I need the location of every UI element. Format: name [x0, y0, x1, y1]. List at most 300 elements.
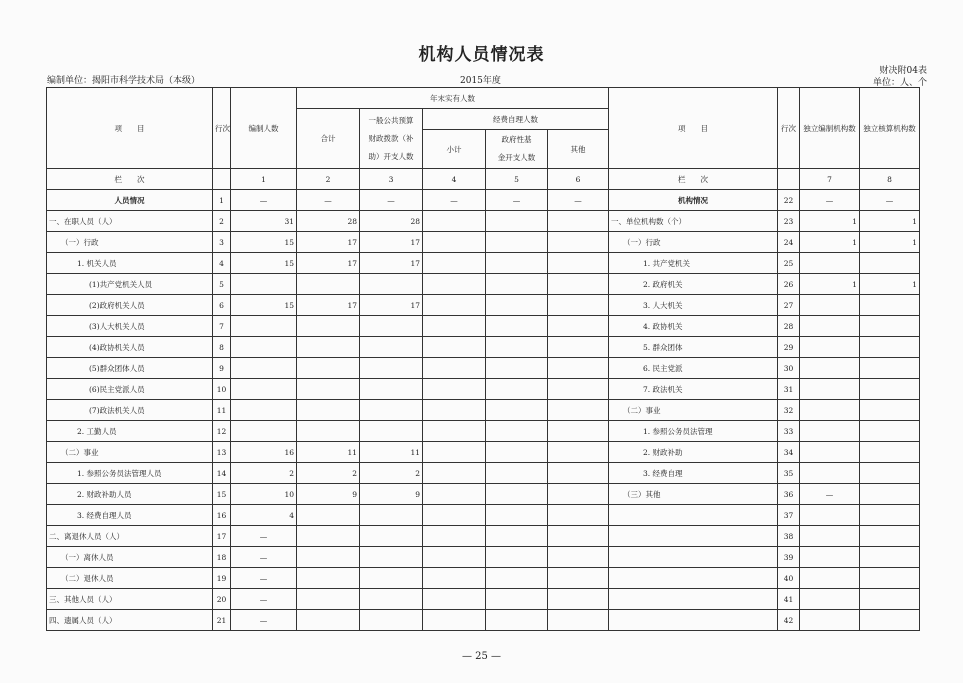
left-value-c3: 17 — [360, 295, 423, 316]
left-value-c1: — — [231, 589, 297, 610]
table-row — [47, 484, 920, 505]
left-value-c3 — [360, 526, 423, 547]
lan-ci-4: 4 — [423, 169, 486, 190]
right-value-c8 — [860, 295, 920, 316]
table-row — [47, 421, 920, 442]
right-value-c8 — [860, 568, 920, 589]
left-value-c3: 2 — [360, 463, 423, 484]
left-value-c4 — [423, 610, 486, 631]
right-row-no: 36 — [778, 484, 800, 505]
col-rowno-header: 行次 — [213, 88, 231, 169]
left-value-c2 — [297, 358, 360, 379]
left-value-c1: 15 — [231, 295, 297, 316]
left-value-c5 — [486, 463, 548, 484]
general-budget-line2: 财政拨款（补 — [368, 133, 414, 143]
left-value-c6 — [548, 211, 609, 232]
left-value-c6 — [548, 505, 609, 526]
form-code: 财决附04表 — [879, 66, 927, 76]
lan-ci-7: 7 — [800, 169, 860, 190]
left-value-c2 — [297, 274, 360, 295]
left-value-c6 — [548, 337, 609, 358]
right-value-c8 — [860, 463, 920, 484]
col-item-header: 项 目 — [47, 88, 213, 169]
left-value-c6 — [548, 421, 609, 442]
left-value-c2: 2 — [297, 463, 360, 484]
right-value-c7 — [800, 253, 860, 274]
right-item-label: 3. 经费自理 — [609, 463, 778, 484]
left-row-no: 9 — [213, 358, 231, 379]
table-row — [47, 358, 920, 379]
left-item-label: （一）离休人员 — [47, 547, 213, 568]
left-value-c3 — [360, 421, 423, 442]
left-row-no: 11 — [213, 400, 231, 421]
left-row-no: 7 — [213, 316, 231, 337]
left-value-c1: — — [231, 568, 297, 589]
left-value-c4 — [423, 295, 486, 316]
lan-ci-6: 6 — [548, 169, 609, 190]
right-value-c8: 1 — [860, 211, 920, 232]
left-value-c5 — [486, 337, 548, 358]
right-row-no: 29 — [778, 337, 800, 358]
table-body — [47, 190, 920, 631]
left-item-label: 1. 机关人员 — [47, 253, 213, 274]
left-value-c5 — [486, 295, 548, 316]
table-row — [47, 568, 920, 589]
left-value-c1: — — [231, 610, 297, 631]
left-value-c1: — — [231, 190, 297, 211]
right-row-no: 38 — [778, 526, 800, 547]
left-value-c3: 28 — [360, 211, 423, 232]
left-value-c2 — [297, 610, 360, 631]
left-value-c5 — [486, 421, 548, 442]
left-row-no: 15 — [213, 484, 231, 505]
table-row — [47, 547, 920, 568]
left-value-c6 — [548, 547, 609, 568]
right-value-c7 — [800, 526, 860, 547]
left-value-c3 — [360, 589, 423, 610]
left-row-no: 12 — [213, 421, 231, 442]
left-item-label: 二、离退休人员（人） — [47, 526, 213, 547]
left-row-no: 17 — [213, 526, 231, 547]
right-value-c7: 1 — [800, 232, 860, 253]
left-value-c1: 31 — [231, 211, 297, 232]
left-value-c3: 9 — [360, 484, 423, 505]
right-lan-ci-label: 栏 次 — [609, 169, 778, 190]
right-value-c7 — [800, 568, 860, 589]
left-value-c5: — — [486, 190, 548, 211]
left-value-c2 — [297, 547, 360, 568]
left-value-c4 — [423, 316, 486, 337]
left-value-c3 — [360, 568, 423, 589]
lan-ci-blank — [213, 169, 231, 190]
right-item-label: 3. 人大机关 — [609, 295, 778, 316]
left-value-c2: 28 — [297, 211, 360, 232]
left-value-c6 — [548, 610, 609, 631]
left-value-c4 — [423, 421, 486, 442]
left-value-c6 — [548, 379, 609, 400]
left-value-c6 — [548, 253, 609, 274]
table-row — [47, 442, 920, 463]
general-budget-line1: 一般公共预算 — [368, 115, 414, 125]
right-row-no: 42 — [778, 610, 800, 631]
left-value-c3 — [360, 400, 423, 421]
left-value-c6 — [548, 316, 609, 337]
left-value-c1: 15 — [231, 232, 297, 253]
right-row-no: 32 — [778, 400, 800, 421]
left-value-c5 — [486, 274, 548, 295]
left-value-c2 — [297, 337, 360, 358]
left-value-c4 — [423, 589, 486, 610]
right-value-c8 — [860, 505, 920, 526]
left-value-c3: 17 — [360, 253, 423, 274]
gov-fund-line2: 金开支人数 — [497, 153, 536, 162]
left-row-no: 18 — [213, 547, 231, 568]
right-value-c8: 1 — [860, 232, 920, 253]
left-item-label: (1)共产党机关人员 — [47, 274, 213, 295]
left-value-c2: 9 — [297, 484, 360, 505]
left-value-c5 — [486, 358, 548, 379]
left-value-c6 — [548, 232, 609, 253]
col-selffunded-header: 经费自理人数 — [423, 109, 609, 130]
left-value-c6 — [548, 463, 609, 484]
left-value-c1: 10 — [231, 484, 297, 505]
left-item-label: (5)群众团体人员 — [47, 358, 213, 379]
left-row-no: 6 — [213, 295, 231, 316]
lan-ci-label: 栏 次 — [47, 169, 213, 190]
right-value-c7 — [800, 421, 860, 442]
left-value-c3 — [360, 316, 423, 337]
left-item-label: 四、遗属人员（人） — [47, 610, 213, 631]
table-row — [47, 379, 920, 400]
right-item-label: 机构情况 — [609, 190, 778, 211]
right-value-c8: 1 — [860, 274, 920, 295]
left-value-c3 — [360, 610, 423, 631]
left-value-c1 — [231, 358, 297, 379]
right-item-label: （二）事业 — [609, 400, 778, 421]
right-value-c7: — — [800, 190, 860, 211]
left-value-c1 — [231, 337, 297, 358]
table-row — [47, 400, 920, 421]
right-value-c8 — [860, 547, 920, 568]
left-value-c4 — [423, 400, 486, 421]
left-value-c5 — [486, 379, 548, 400]
left-value-c6 — [548, 526, 609, 547]
right-value-c8 — [860, 442, 920, 463]
left-value-c4 — [423, 463, 486, 484]
right-item-label: 4. 政协机关 — [609, 316, 778, 337]
table-row — [47, 463, 920, 484]
left-value-c5 — [486, 610, 548, 631]
left-value-c3 — [360, 337, 423, 358]
left-item-label: 2. 工勤人员 — [47, 421, 213, 442]
left-row-no: 16 — [213, 505, 231, 526]
left-item-label: (6)民主党派人员 — [47, 379, 213, 400]
right-item-label — [609, 568, 778, 589]
left-value-c5 — [486, 253, 548, 274]
left-value-c4 — [423, 253, 486, 274]
right-row-no: 39 — [778, 547, 800, 568]
left-row-no: 3 — [213, 232, 231, 253]
col-staffing-header: 编制人数 — [231, 88, 297, 169]
left-value-c4 — [423, 379, 486, 400]
table-row — [47, 232, 920, 253]
col-other-header: 其他 — [548, 130, 609, 169]
right-row-no: 34 — [778, 442, 800, 463]
left-row-no: 19 — [213, 568, 231, 589]
table-row — [47, 295, 920, 316]
right-row-no: 31 — [778, 379, 800, 400]
right-item-label: （三）其他 — [609, 484, 778, 505]
right-row-no: 22 — [778, 190, 800, 211]
right-row-no: 40 — [778, 568, 800, 589]
left-value-c5 — [486, 400, 548, 421]
left-item-label: （二）退休人员 — [47, 568, 213, 589]
left-value-c2 — [297, 526, 360, 547]
left-item-label: 三、其他人员（人） — [47, 589, 213, 610]
left-value-c6 — [548, 568, 609, 589]
right-item-label — [609, 526, 778, 547]
left-row-no: 10 — [213, 379, 231, 400]
left-value-c2: — — [297, 190, 360, 211]
gov-fund-line1: 政府性基 — [501, 135, 532, 144]
col-indep-acct-header: 独立核算机构数 — [860, 88, 920, 169]
left-value-c1: 15 — [231, 253, 297, 274]
right-value-c7 — [800, 316, 860, 337]
right-value-c7 — [800, 358, 860, 379]
left-value-c2: 17 — [297, 232, 360, 253]
lan-ci-5: 5 — [486, 169, 548, 190]
right-value-c8 — [860, 379, 920, 400]
left-value-c5 — [486, 526, 548, 547]
right-row-no: 37 — [778, 505, 800, 526]
lan-ci-8: 8 — [860, 169, 920, 190]
page-title: 机构人员情况表 — [418, 45, 545, 65]
left-value-c6 — [548, 295, 609, 316]
right-value-c7 — [800, 400, 860, 421]
left-value-c2 — [297, 589, 360, 610]
left-value-c4: — — [423, 190, 486, 211]
left-value-c2 — [297, 379, 360, 400]
left-value-c1 — [231, 400, 297, 421]
left-row-no: 2 — [213, 211, 231, 232]
right-item-label: （一）行政 — [609, 232, 778, 253]
col-subtotal-header: 小计 — [423, 130, 486, 169]
left-value-c4 — [423, 211, 486, 232]
right-value-c8 — [860, 337, 920, 358]
left-value-c3: 17 — [360, 232, 423, 253]
col-right-rowno-header: 行次 — [778, 88, 800, 169]
table-row — [47, 190, 920, 211]
left-value-c3 — [360, 379, 423, 400]
right-item-label: 7. 政法机关 — [609, 379, 778, 400]
left-item-label: (4)政协机关人员 — [47, 337, 213, 358]
left-value-c6 — [548, 400, 609, 421]
right-item-label: 2. 政府机关 — [609, 274, 778, 295]
right-value-c8 — [860, 253, 920, 274]
left-value-c3 — [360, 505, 423, 526]
right-item-label: 2. 财政补助 — [609, 442, 778, 463]
left-value-c1 — [231, 379, 297, 400]
left-value-c4 — [423, 526, 486, 547]
left-value-c1: — — [231, 526, 297, 547]
left-value-c3: 11 — [360, 442, 423, 463]
left-row-no: 4 — [213, 253, 231, 274]
right-value-c7 — [800, 589, 860, 610]
left-row-no: 8 — [213, 337, 231, 358]
right-lan-ci-blank — [778, 169, 800, 190]
lan-ci-1: 1 — [231, 169, 297, 190]
left-value-c5 — [486, 547, 548, 568]
right-value-c7 — [800, 379, 860, 400]
right-row-no: 26 — [778, 274, 800, 295]
left-value-c5 — [486, 484, 548, 505]
left-row-no: 20 — [213, 589, 231, 610]
left-value-c3 — [360, 547, 423, 568]
right-value-c8 — [860, 484, 920, 505]
col-yearend-header: 年末实有人数 — [297, 88, 609, 109]
col-right-item-header: 项 目 — [609, 88, 778, 169]
right-value-c7 — [800, 337, 860, 358]
right-item-label: 5. 群众团体 — [609, 337, 778, 358]
left-item-label: (3)人大机关人员 — [47, 316, 213, 337]
table-row — [47, 316, 920, 337]
right-row-no: 28 — [778, 316, 800, 337]
right-value-c8 — [860, 589, 920, 610]
left-value-c5 — [486, 316, 548, 337]
left-row-no: 5 — [213, 274, 231, 295]
right-item-label — [609, 505, 778, 526]
right-item-label: 一、单位机构数（个） — [609, 211, 778, 232]
left-value-c1: 4 — [231, 505, 297, 526]
right-value-c7 — [800, 295, 860, 316]
left-row-no: 13 — [213, 442, 231, 463]
left-value-c6: — — [548, 190, 609, 211]
left-value-c6 — [548, 484, 609, 505]
left-value-c2: 17 — [297, 253, 360, 274]
right-value-c7 — [800, 442, 860, 463]
left-value-c4 — [423, 274, 486, 295]
right-value-c8 — [860, 316, 920, 337]
left-row-no: 14 — [213, 463, 231, 484]
right-row-no: 30 — [778, 358, 800, 379]
page-number: — 25 — — [461, 651, 502, 662]
left-value-c1 — [231, 274, 297, 295]
right-value-c7: 1 — [800, 211, 860, 232]
left-item-label: 1. 参照公务员法管理人员 — [47, 463, 213, 484]
right-row-no: 27 — [778, 295, 800, 316]
table-row — [47, 526, 920, 547]
left-value-c5 — [486, 505, 548, 526]
right-value-c7: — — [800, 484, 860, 505]
left-value-c3 — [360, 274, 423, 295]
left-item-label: 人员情况 — [47, 190, 213, 211]
right-row-no: 41 — [778, 589, 800, 610]
left-value-c1 — [231, 421, 297, 442]
reporting-unit: 编制单位：揭阳市科学技术局（本级） — [47, 76, 201, 86]
right-value-c8 — [860, 400, 920, 421]
left-value-c2 — [297, 505, 360, 526]
left-value-c6 — [548, 358, 609, 379]
left-value-c4 — [423, 442, 486, 463]
left-value-c1: — — [231, 547, 297, 568]
left-value-c1: 2 — [231, 463, 297, 484]
left-value-c5 — [486, 211, 548, 232]
right-row-no: 25 — [778, 253, 800, 274]
table-row — [47, 337, 920, 358]
right-item-label — [609, 547, 778, 568]
left-value-c4 — [423, 568, 486, 589]
left-item-label: (7)政法机关人员 — [47, 400, 213, 421]
left-item-label: 2. 财政补助人员 — [47, 484, 213, 505]
left-value-c4 — [423, 337, 486, 358]
left-item-label: （一）行政 — [47, 232, 213, 253]
right-row-no: 33 — [778, 421, 800, 442]
table-row — [47, 610, 920, 631]
table-row — [47, 211, 920, 232]
col-general-budget-header — [360, 109, 423, 169]
left-value-c2 — [297, 400, 360, 421]
left-value-c5 — [486, 568, 548, 589]
right-item-label — [609, 589, 778, 610]
left-value-c4 — [423, 547, 486, 568]
left-value-c6 — [548, 442, 609, 463]
table-row — [47, 274, 920, 295]
right-value-c8 — [860, 610, 920, 631]
left-value-c1: 16 — [231, 442, 297, 463]
right-row-no: 23 — [778, 211, 800, 232]
col-total-header: 合计 — [297, 109, 360, 169]
left-row-no: 1 — [213, 190, 231, 211]
right-value-c7 — [800, 505, 860, 526]
right-item-label — [609, 610, 778, 631]
left-value-c3 — [360, 358, 423, 379]
left-value-c2 — [297, 316, 360, 337]
right-item-label: 1. 共产党机关 — [609, 253, 778, 274]
left-item-label: （二）事业 — [47, 442, 213, 463]
right-value-c8 — [860, 526, 920, 547]
table-row — [47, 253, 920, 274]
left-item-label: (2)政府机关人员 — [47, 295, 213, 316]
col-indep-staff-header: 独立编制机构数 — [800, 88, 860, 169]
left-item-label: 一、在职人员（人） — [47, 211, 213, 232]
left-value-c5 — [486, 232, 548, 253]
left-value-c4 — [423, 358, 486, 379]
left-value-c6 — [548, 589, 609, 610]
table-row — [47, 505, 920, 526]
unit-of-measure: 单位：人、个 — [872, 78, 927, 88]
right-value-c8 — [860, 421, 920, 442]
left-value-c4 — [423, 484, 486, 505]
left-value-c2 — [297, 568, 360, 589]
left-value-c5 — [486, 589, 548, 610]
table-row — [47, 589, 920, 610]
right-row-no: 24 — [778, 232, 800, 253]
right-value-c7: 1 — [800, 274, 860, 295]
lan-ci-2: 2 — [297, 169, 360, 190]
right-value-c7 — [800, 463, 860, 484]
left-item-label: 3. 经费自理人员 — [47, 505, 213, 526]
staffing-table — [46, 87, 920, 631]
right-row-no: 35 — [778, 463, 800, 484]
left-row-no: 21 — [213, 610, 231, 631]
left-value-c2 — [297, 421, 360, 442]
general-budget-line3: 助）开支人数 — [368, 151, 414, 161]
right-value-c7 — [800, 610, 860, 631]
left-value-c1 — [231, 316, 297, 337]
left-value-c6 — [548, 274, 609, 295]
right-item-label: 6. 民主党派 — [609, 358, 778, 379]
left-value-c2: 11 — [297, 442, 360, 463]
